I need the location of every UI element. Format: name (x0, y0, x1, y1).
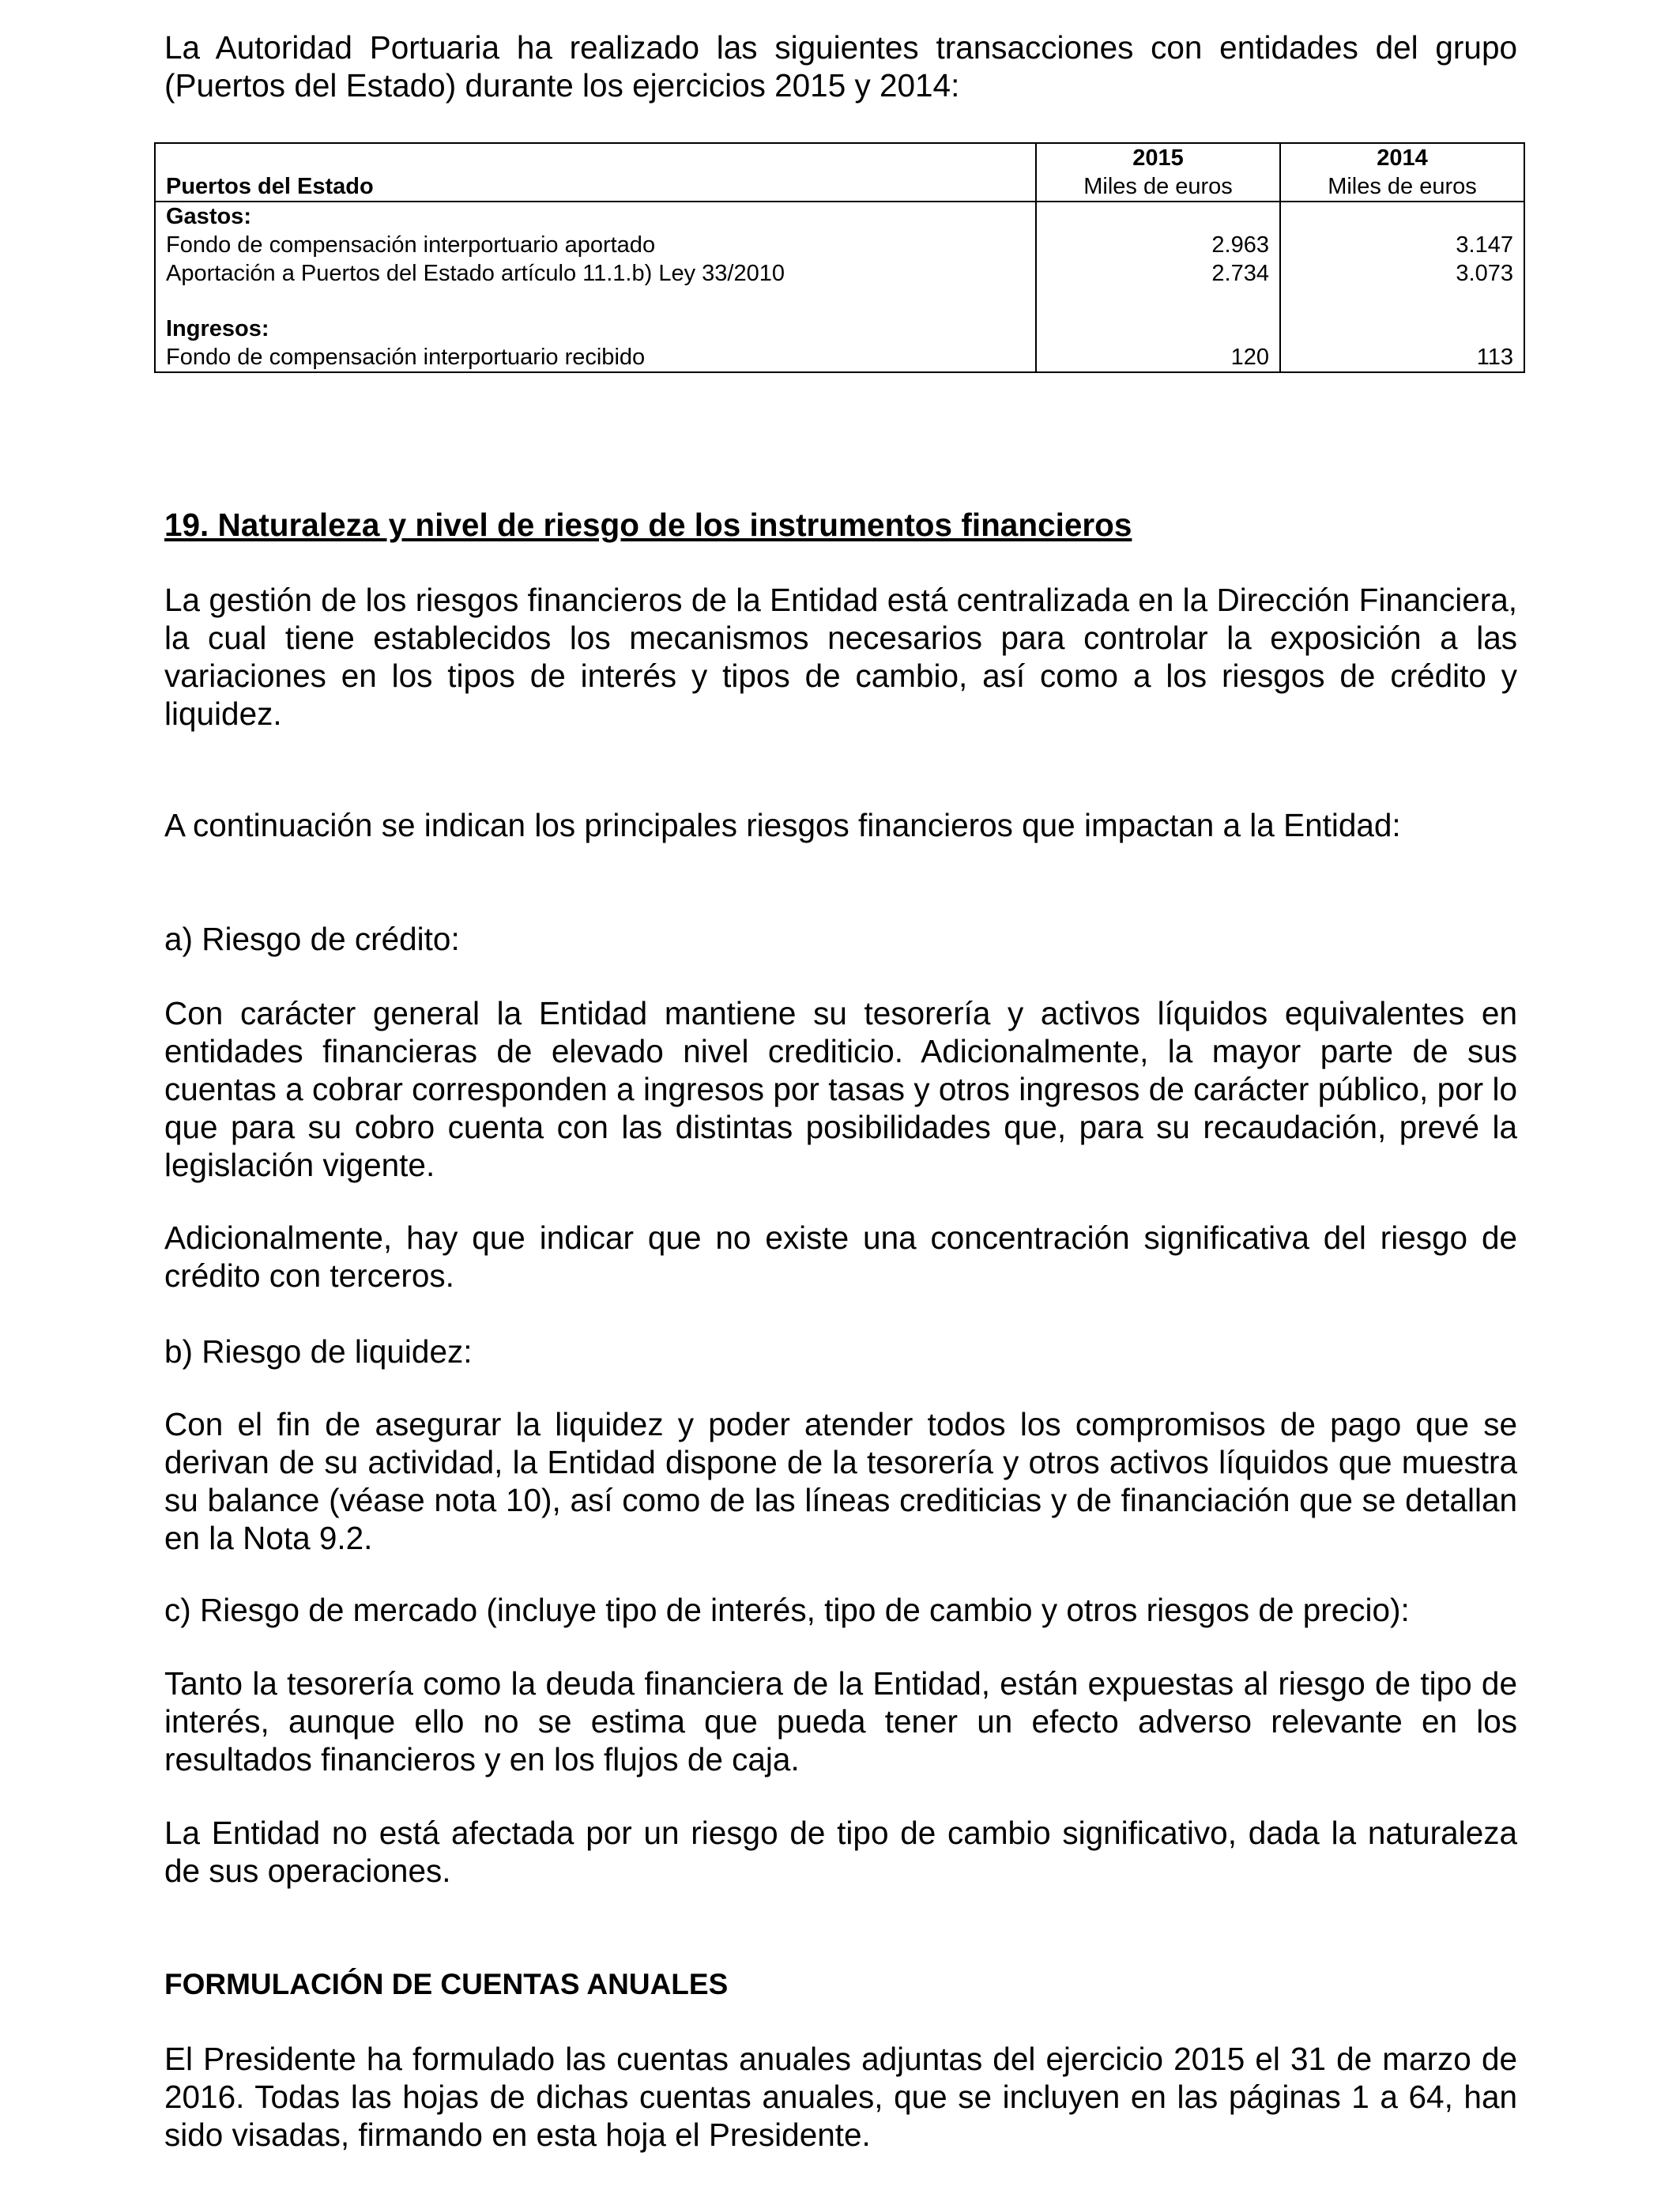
formulacion-heading: FORMULACIÓN DE CUENTAS ANUALES (164, 1968, 729, 2000)
labels-cell (155, 202, 1036, 372)
section-19-heading: 19. Naturaleza y nivel de riesgo de los instrumentos financieros (164, 507, 1132, 543)
formulacion-paragraph: El Presidente ha formulado las cuentas anuales adjuntas del ejercicio 2015 el 31 de marzo de 2016. Todas las hojas de dichas cuentas anuales, que se incluyen en las páginas 1 a 64, han sido visadas, firmando en esta hoja el Presidente. (164, 2041, 1517, 2153)
transactions-table (154, 142, 1525, 373)
value-2014: 3.073 (1456, 261, 1513, 286)
market-risk-title: c) Riesgo de mercado (incluye tipo de interés, tipo de cambio y otros riesgos de precio): (164, 1592, 1410, 1628)
liquidity-risk-paragraph: Con el fin de asegurar la liquidez y poder atender todos los compromisos de pago que se derivan de su actividad, la Entidad dispone de la tesorería y otros activos líquidos que muestra su balance (véase nota 10), así como de las líneas crediticias y de financiación que se detallan en la Nota 9.2. (164, 1406, 1517, 1556)
value-2015: 2.734 (1211, 261, 1269, 286)
credit-risk-paragraph-1: Con carácter general la Entidad mantiene su tesorería y activos líquidos equivalentes en entidades financieras de elevado nivel crediticio. Adicionalmente, la mayor parte de sus cuentas a cobrar corresponden a ingresos por tasas y otros ingresos de carácter público, por lo que para su cobro cuenta con las distintas posibilidades que, para su recaudación, prevé la legislación vigente. (164, 995, 1517, 1183)
column-header-2014 (1280, 143, 1524, 202)
column-unit-2015: Miles de euros (1083, 174, 1233, 199)
value-2014: 113 (1476, 345, 1513, 370)
gastos-row-label: Aportación a Puertos del Estado artículo 11.1.b) Ley 33/2010 (166, 261, 785, 286)
column-year-2014: 2014 (1377, 145, 1428, 171)
section-19-paragraph-2: A continuación se indican los principales riesgos financieros que impactan a la Entidad: (164, 807, 1401, 843)
credit-risk-title: a) Riesgo de crédito: (164, 921, 460, 957)
ingresos-label: Ingresos: (166, 316, 269, 341)
value-2014: 3.147 (1456, 232, 1513, 258)
value-2015: 120 (1230, 345, 1269, 370)
column-header-2015 (1036, 143, 1280, 202)
values-2015-cell (1036, 202, 1280, 372)
gastos-label: Gastos: (166, 204, 251, 229)
column-year-2015: 2015 (1132, 145, 1184, 171)
table-body-row (155, 202, 1524, 372)
ingresos-row-label: Fondo de compensación interportuario recibido (166, 345, 646, 370)
gastos-row-label: Fondo de compensación interportuario aportado (166, 232, 656, 258)
table-title: Puertos del Estado (155, 143, 1036, 202)
column-unit-2014: Miles de euros (1328, 174, 1477, 199)
market-risk-paragraph-2: La Entidad no está afectada por un riesgo de tipo de cambio significativo, dada la naturaleza de sus operaciones. (164, 1815, 1517, 1889)
liquidity-risk-title: b) Riesgo de liquidez: (164, 1333, 473, 1370)
credit-risk-paragraph-2: Adicionalmente, hay que indicar que no existe una concentración significativa del riesgo de crédito con terceros. (164, 1220, 1517, 1294)
values-2014-cell (1280, 202, 1524, 372)
value-2015: 2.963 (1211, 232, 1269, 258)
section-19-paragraph-1: La gestión de los riesgos financieros de la Entidad está centralizada en la Dirección Financiera, la cual tiene establecidos los mecanismos necesarios para controlar la exposición a las variaciones en los tipos de interés y tipos de cambio, así como a los riesgos de crédito y liquidez. (164, 582, 1517, 732)
table-header-row (155, 143, 1524, 202)
market-risk-paragraph-1: Tanto la tesorería como la deuda financiera de la Entidad, están expuestas al riesgo de tipo de interés, aunque ello no se estima que pueda tener un efecto adverso relevante en los resultados financieros y en los flujos de caja. (164, 1665, 1517, 1777)
intro-paragraph: La Autoridad Portuaria ha realizado las siguientes transacciones con entidades del grupo (Puertos del Estado) durante los ejercicios 2015 y 2014: (164, 29, 1517, 104)
